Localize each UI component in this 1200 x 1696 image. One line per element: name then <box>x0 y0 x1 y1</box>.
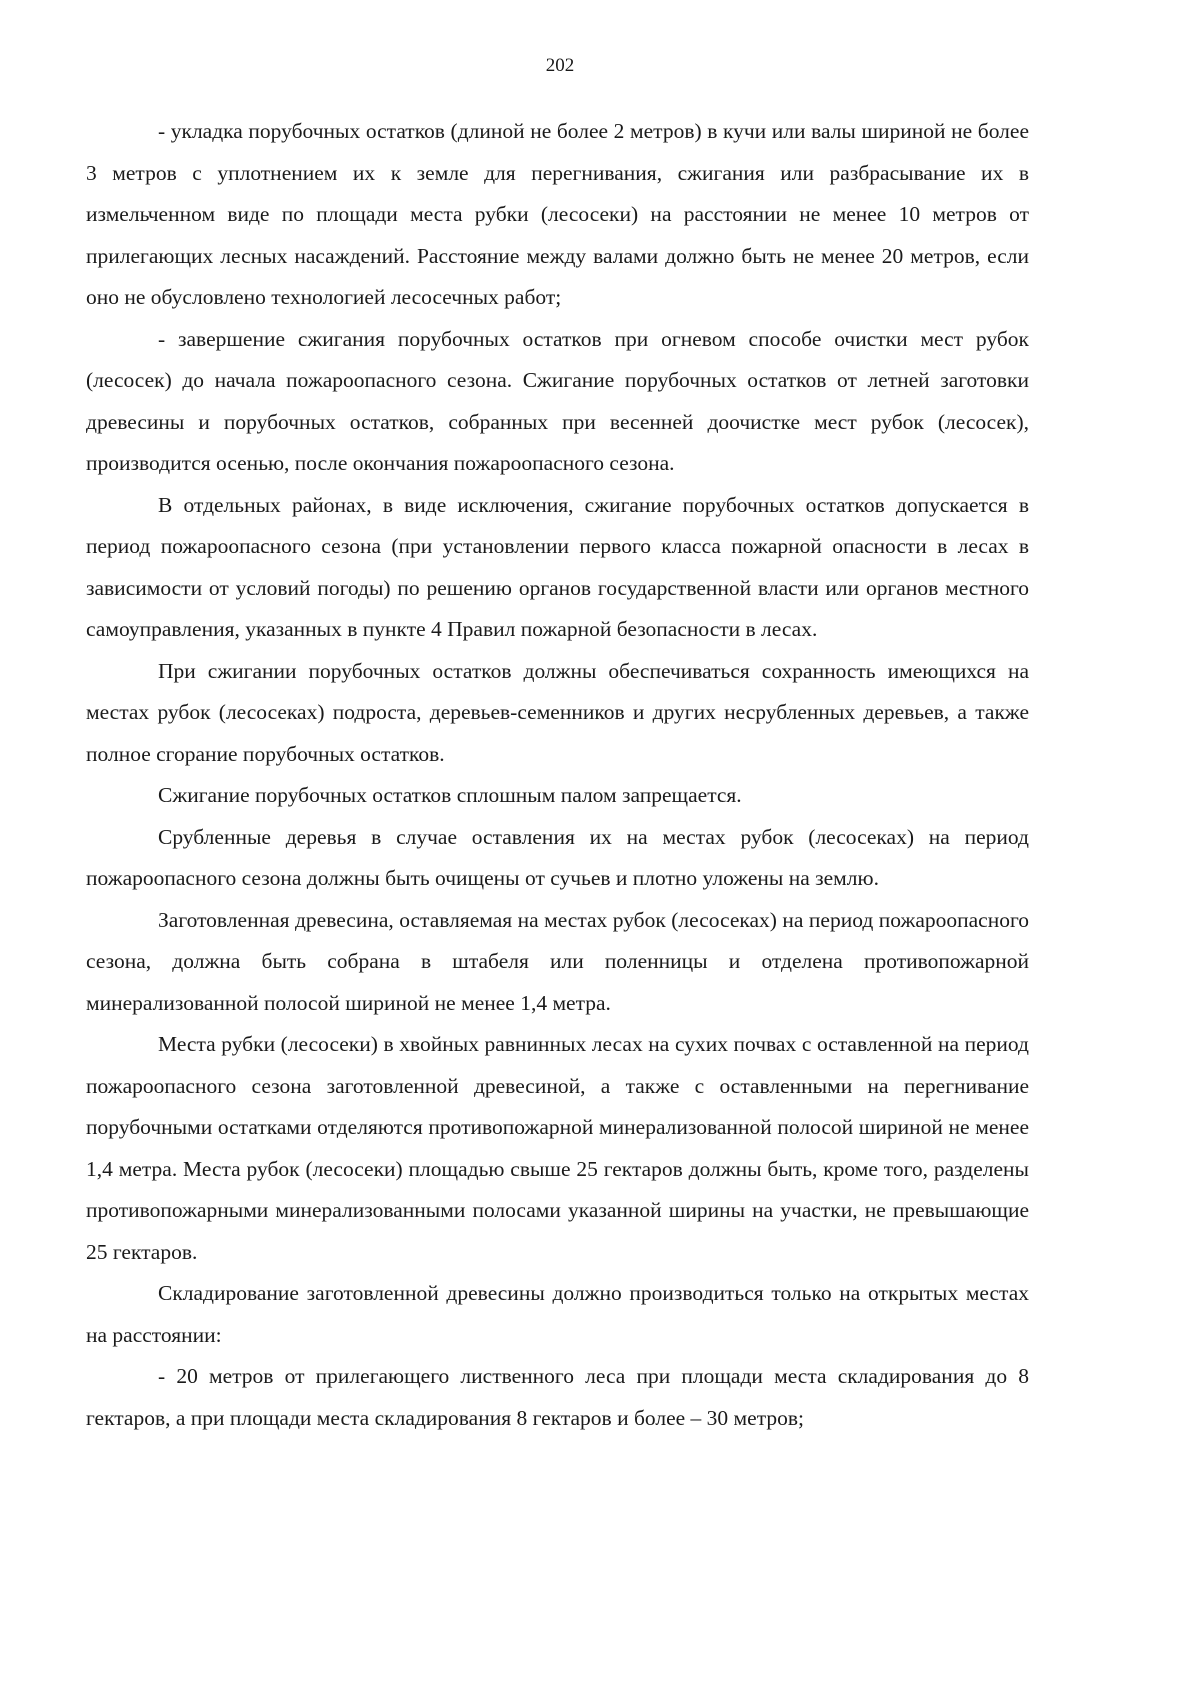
paragraph-burning-preservation: При сжигании порубочных остатков должны обеспечиваться сохранность имеющихся на местах рубок (лесосеках) подроста, деревьев-семенников и других несрубленных деревьев, а также полное сгорание порубочных остатков. <box>86 658 1029 766</box>
paragraph-wood-storage: Складирование заготовленной древесины должно производиться только на открытых местах на расстоянии: <box>86 1281 1029 1347</box>
page-number: 202 <box>545 55 575 76</box>
paragraph-burning-completion: - завершение сжигания порубочных остатков при огневом способе очистки мест рубок (лесосек) до начала пожароопасного сезона. Сжигание порубочных остатков от летней заготовки древесины и порубочных остатков, собранных при весенней доочистке мест рубок (лесосек), производится осенью, после окончания пожароопасного сезона. <box>86 326 1029 475</box>
paragraph-burning-exception: В отдельных районах, в виде исключения, сжигание порубочных остатков допускается в период пожароопасного сезона (при установлении первого класса пожарной опасности в лесах в зависимости от условий погоды) по решению органов государственной власти или органов местного самоуправления, указанных в пункте 4 Правил пожарной безопасности в лесах. <box>86 492 1029 641</box>
paragraph-firebreak-strips: Места рубки (лесосеки) в хвойных равнинных лесах на сухих почвах с оставленной на период пожароопасного сезона заготовленной древесиной, а также с оставленными на перегнивание порубочными остатками отделяются противопожарной минерализованной полосой шириной не менее 1,4 метра. Места рубок (лесосеки) площадью свыше 25 гектаров должны быть, кроме того, разделены противопожарными минерализованными полосами указанной ширины на участки, не превышающие 25 гектаров. <box>86 1032 1029 1264</box>
paragraph-slash-piles: - укладка порубочных остатков (длиной не более 2 метров) в кучи или валы шириной не более 3 метров с уплотнением их к земле для перегнивания, сжигания или разбрасывание их в измельченном виде по площади места рубки (лесосеки) на расстоянии не менее 10 метров от прилегающих лесных насаждений. Расстояние между валами должно быть не менее 20 метров, если оно не обусловлено технологией лесосечных работ; <box>86 119 1029 309</box>
paragraph-felled-trees: Срубленные деревья в случае оставления их на местах рубок (лесосеках) на период пожароопасного сезона должны быть очищены от сучьев и плотно уложены на землю. <box>86 824 1029 890</box>
paragraph-storage-distance: - 20 метров от прилегающего лиственного леса при площади места складирования до 8 гектаров, а при площади места складирования 8 гектаров и более – 30 метров; <box>86 1364 1029 1430</box>
paragraph-continuous-burn-ban: Сжигание порубочных остатков сплошным палом запрещается. <box>158 783 742 807</box>
paragraph-harvested-wood: Заготовленная древесина, оставляемая на местах рубок (лесосеках) на период пожароопасного сезона, должна быть собрана в штабеля или поленницы и отделена противопожарной минерализованной полосой шириной не менее 1,4 метра. <box>86 907 1029 1015</box>
document-body <box>86 111 1029 1439</box>
